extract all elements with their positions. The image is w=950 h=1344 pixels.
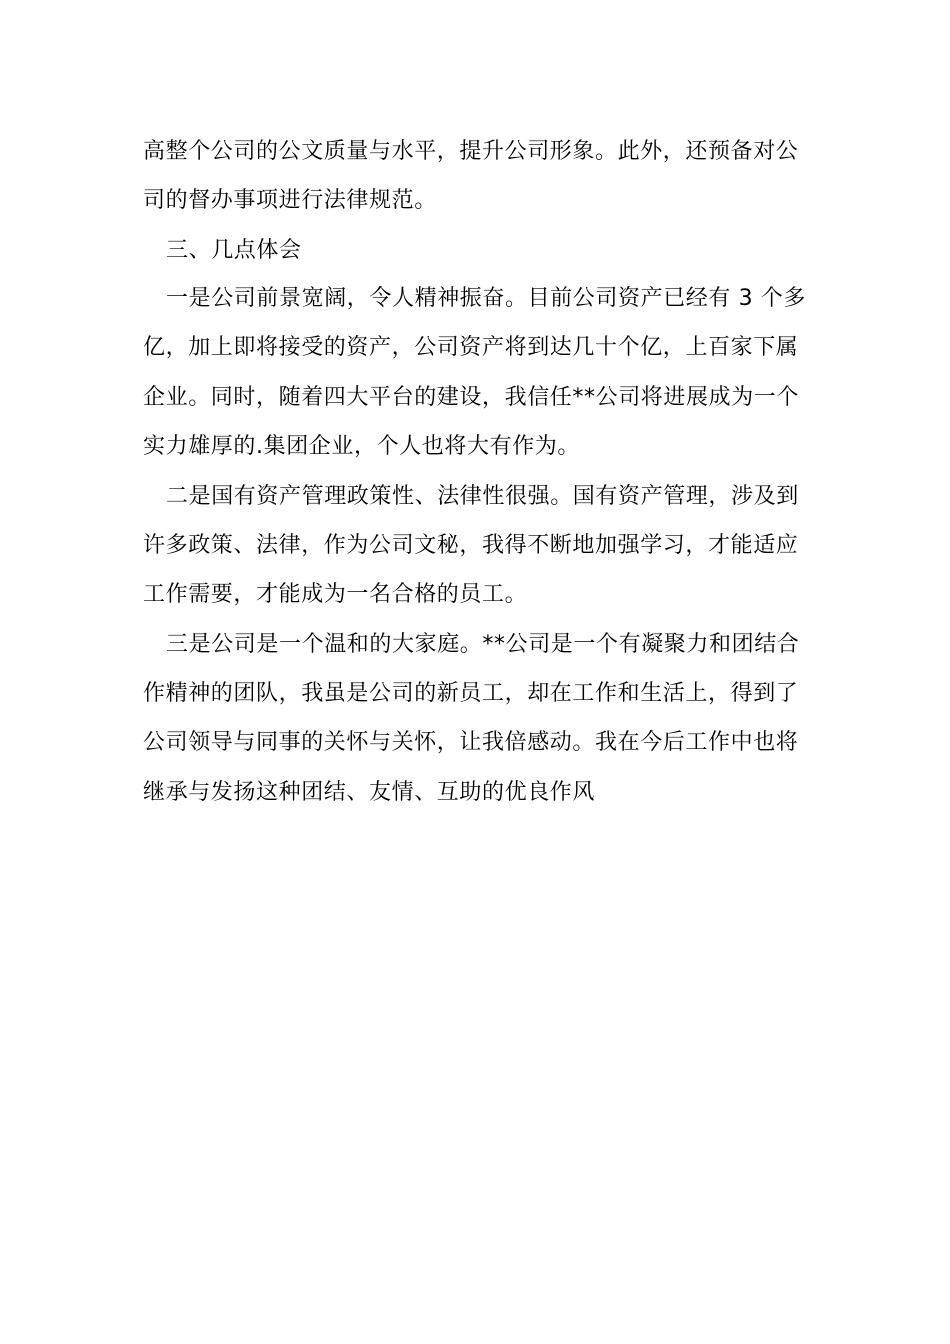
paragraph-line: 亿，加上即将接受的资产，公司资产将到达几十个亿，上百家下属 [143,335,799,360]
paragraph-line: 工作需要，才能成为一名合格的员工。 [143,582,528,607]
paragraph-line: 公司领导与同事的关怀与关怀，让我倍感动。我在今后工作中也将 [143,730,799,755]
paragraph-line: 继承与发扬这种团结、友情、互助的优良作风 [143,780,596,805]
paragraph-line: 一是公司前景宽阔，令人精神振奋。目前公司资产已经有 3 个多 [166,286,806,311]
paragraph-line: 二是国有资产管理政策性、法律性很强。国有资产管理，涉及到 [166,484,799,509]
paragraph-line: 三是公司是一个温和的大家庭。**公司是一个有凝聚力和团结合 [166,632,800,657]
section-heading: 三、几点体会 [166,238,302,263]
paragraph-line: 司的督办事项进行法律规范。 [143,188,437,213]
paragraph-line: 企业。同时，随着四大平台的建设，我信任**公司将进展成为一个 [143,385,800,410]
paragraph-line: 许多政策、法律，作为公司文秘，我得不断地加强学习，才能适应 [143,533,799,558]
paragraph-line: 作精神的团队，我虽是公司的新员工，却在工作和生活上，得到了 [143,681,799,706]
paragraph-line: 实力雄厚的.集团企业，个人也将大有作为。 [143,434,580,459]
paragraph-line: 高整个公司的公文质量与水平，提升公司形象。此外，还预备对公 [143,139,799,164]
